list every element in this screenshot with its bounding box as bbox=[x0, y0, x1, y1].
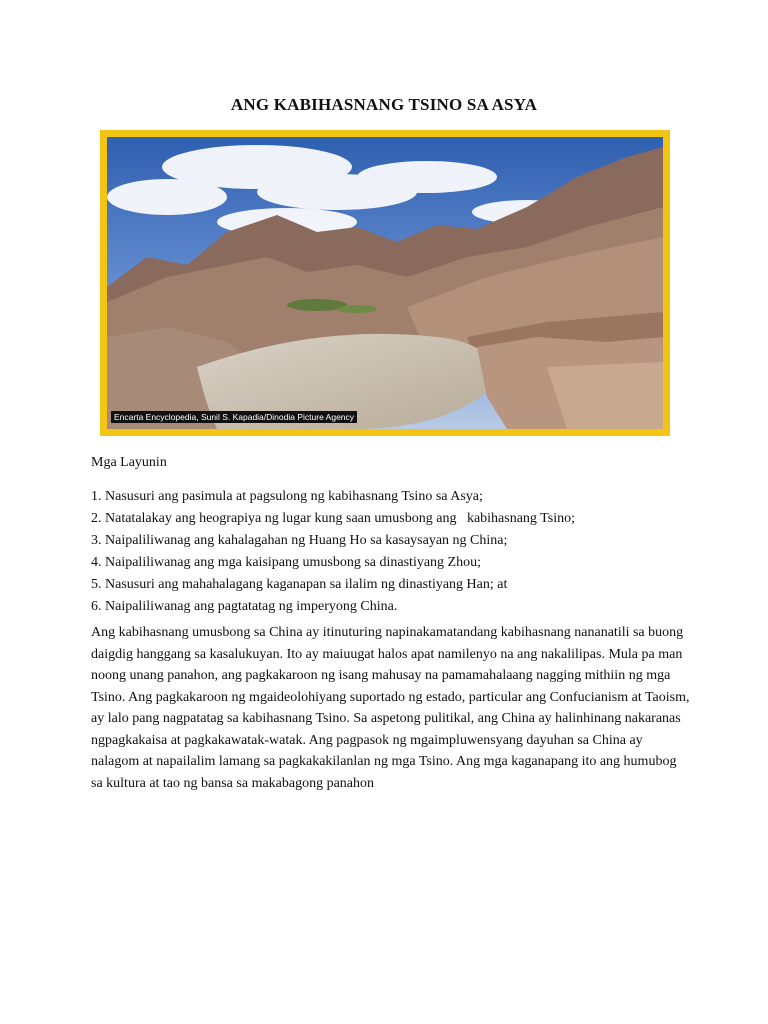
objectives-list bbox=[91, 486, 691, 618]
body-paragraph: Ang kabihasnang umusbong sa China ay itinuturing napinakamatandang kabihasnang nananatili sa buong daigdig hanggang sa kasalukuyan. Ito ay maiuugat halos apat namilenyo na ang nakalilipas. Mula pa man noong unang panahon, ang pagkakaroon ng isang mahusay na pamamahalaang nagging mithiin ng mga Tsino. Ang pagkakaroon ng mgaideolohiyang suportado ng estado, particular ang Confucianism at Taoism, ay lalo pang nagpatatag sa kabihasnang Tsino. Sa aspetong pulitikal, ang China ay halinhinang nakaranas ngpagkakaisa at pagkakawatak-watak. Ang pagpasok ng mgaimpluwensyang dayuhan sa China ay nalagom at napailalim lamang sa pagkakakilanlan ng mga Tsino. Ang mga kaganapang ito ang humubog sa kultura at tao ng bansa sa makabagong panahon bbox=[91, 625, 690, 791]
objective-item: 3. Naipaliliwanag ang kahalagahan ng Huang Ho sa kasaysayan ng China; bbox=[91, 533, 508, 548]
landscape-photo bbox=[107, 137, 663, 429]
photo-credit: Encarta Encyclopedia, Sunil S. Kapadia/Dinodia Picture Agency bbox=[111, 411, 357, 423]
objective-item: 4. Naipaliliwanag ang mga kaisipang umusbong sa dinastiyang Zhou; bbox=[91, 555, 481, 570]
objective-item: 6. Naipaliliwanag ang pagtatatag ng imperyong China. bbox=[91, 599, 398, 614]
objective-item: 2. Natatalakay ang heograpiya ng lugar kung saan umusbong ang kabihasnang Tsino; bbox=[91, 511, 575, 526]
photo-frame bbox=[100, 130, 670, 436]
landscape-illustration bbox=[107, 137, 663, 429]
document-title: ANG KABIHASNANG TSINO SA ASYA bbox=[230, 95, 538, 114]
objective-item: 5. Nasusuri ang mahahalagang kaganapan sa ilalim ng dinastiyang Han; at bbox=[91, 577, 508, 592]
objective-item: 1. Nasusuri ang pasimula at pagsulong ng kabihasnang Tsino sa Asya; bbox=[91, 489, 483, 504]
objectives-heading: Mga Layunin bbox=[91, 455, 167, 470]
